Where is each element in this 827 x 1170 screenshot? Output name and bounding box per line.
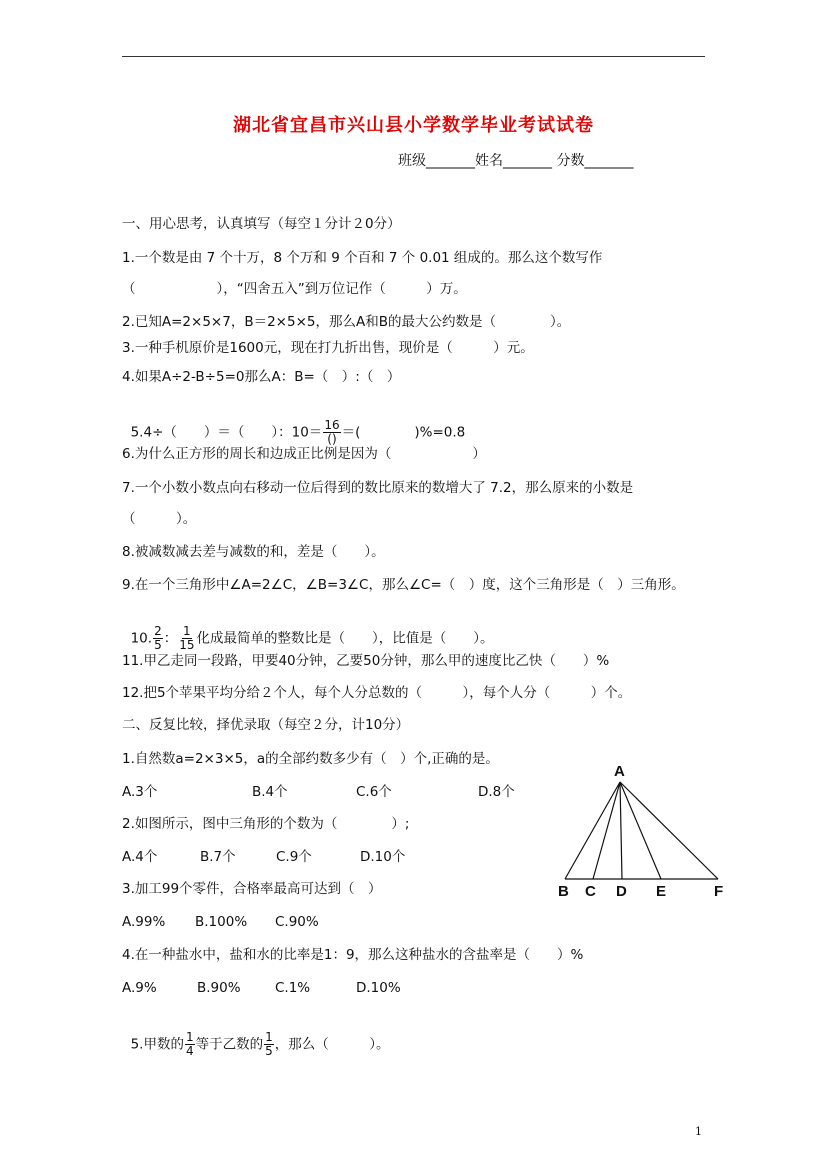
question-10 <box>122 607 494 652</box>
option-c: C.6个 <box>356 784 392 800</box>
question-10-text: 化成最简单的整数比是（ ），比值是（ ）。 <box>196 630 494 647</box>
segment-ae <box>620 782 661 879</box>
question-5-text-b: ，那么（ ）。 <box>274 1036 390 1053</box>
question-3: 3.一种手机原价是1600元，现在打九折出售，现价是（ ）元。 <box>122 340 534 356</box>
student-info-line: 班级_______姓名_______ 分数_______ <box>398 153 634 169</box>
fraction-1-4 <box>185 1031 195 1058</box>
fraction-numerator: 1 <box>185 1030 194 1044</box>
fraction-denominator: 5 <box>154 638 162 652</box>
segment-ad <box>620 782 622 879</box>
option-a: A.99% <box>122 914 166 930</box>
question-1-line-1: 1.一个数是由 7 个十万，8 个万和 9 个百和 7 个 0.01 组成的。那么这个数写作 <box>122 250 603 266</box>
question-11: 11.甲乙走同一段路，甲要40分钟，乙要50分钟，那么甲的速度比乙快（ ）% <box>122 653 610 669</box>
section-2-heading: 二、反复比较，择优录取（每空２分，计10分） <box>122 717 410 733</box>
option-c: C.9个 <box>276 849 312 865</box>
question-8: 8.被减数减去差与减数的和，差是（ ）。 <box>122 544 385 560</box>
section-2-question-1: 1.自然数a=2×3×5，a的全部约数多少有（ ）个,正确的是。 <box>122 751 499 767</box>
label-a: A <box>614 763 625 780</box>
option-b: B.4个 <box>252 784 288 800</box>
fraction-2-5 <box>153 625 163 652</box>
section-2-question-5 <box>122 1013 390 1058</box>
label-b: B <box>558 883 569 900</box>
fraction-1-15 <box>178 625 195 652</box>
label-e: E <box>656 883 667 900</box>
label-c: C <box>585 883 596 900</box>
header-rule <box>122 56 705 57</box>
fraction-denominator: 5 <box>265 1044 273 1058</box>
fraction-numerator: 1 <box>183 624 191 638</box>
fraction-denominator: 4 <box>185 1044 194 1058</box>
ratio-colon: ： <box>163 630 178 647</box>
question-5-text-mid: 等于乙数的 <box>195 1036 264 1053</box>
question-5-text-a: 5.甲数的 <box>130 1036 184 1053</box>
page-number: 1 <box>695 1125 702 1138</box>
segment-af <box>620 782 718 879</box>
option-a: A.9% <box>122 980 157 996</box>
option-c: C.1% <box>275 980 311 996</box>
fraction-numerator: 2 <box>154 624 162 638</box>
option-c: C.90% <box>275 914 319 930</box>
option-d: D.10% <box>356 980 401 996</box>
question-1-line-2: （ ），“四舍五入”到万位记作（ ）万。 <box>122 281 467 297</box>
fraction-numerator: 16 <box>324 418 340 432</box>
option-d: D.10个 <box>360 849 406 865</box>
segment-ab <box>565 782 620 879</box>
section-2-question-2: 2.如图所示，图中三角形的个数为（ ）; <box>122 816 410 832</box>
section-2-question-4: 4.在一种盐水中，盐和水的比率是1：9，那么这种盐水的含盐率是（ ）% <box>122 947 584 963</box>
option-a: A.4个 <box>122 849 158 865</box>
fraction-denominator: () <box>327 432 337 446</box>
label-f: F <box>714 883 724 900</box>
option-b: B.100% <box>195 914 248 930</box>
fraction-numerator: 1 <box>265 1030 273 1044</box>
option-a: A.3个 <box>122 784 158 800</box>
question-2: 2.已知A=2×5×7，B＝2×5×5，那么A和B的最大公约数是（ ）。 <box>122 314 571 330</box>
fraction-16 <box>323 419 340 446</box>
segment-ac <box>593 782 620 879</box>
question-5-text-a: 5.4÷（ ）＝（ ）：10＝ <box>130 424 323 441</box>
question-5-text-b: ＝( )%=0.8 <box>341 424 466 441</box>
question-9: 9.在一个三角形中∠A=2∠C，∠B=3∠C，那么∠C=（ ）度，这个三角形是（ ）三角形。 <box>122 577 685 593</box>
triangle-figure <box>552 758 732 903</box>
section-2-question-3: 3.加工99个零件，合格率最高可达到（ ） <box>122 881 382 897</box>
question-5 <box>122 401 465 446</box>
option-d: D.8个 <box>478 784 515 800</box>
section-1-heading: 一、用心思考，认真填写（每空１分计２0分） <box>122 216 401 232</box>
question-7-line-1: 7.一个小数小数点向右移动一位后得到的数比原来的数增大了 7.2，那么原来的小数是 <box>122 480 634 496</box>
label-d: D <box>616 883 627 900</box>
question-7-line-2: （ ）。 <box>122 511 197 527</box>
option-b: B.90% <box>197 980 241 996</box>
option-b: B.7个 <box>200 849 236 865</box>
fraction-denominator: 15 <box>179 638 195 652</box>
question-10-number: 10. <box>130 630 153 647</box>
question-6: 6.为什么正方形的周长和边成正比例是因为（ ） <box>122 446 486 462</box>
page-title: 湖北省宜昌市兴山县小学数学毕业考试试卷 <box>233 115 594 136</box>
question-12: 12.把5个苹果平均分给２个人，每个人分总数的（ ），每个人分（ ）个。 <box>122 685 632 701</box>
question-4: 4.如果A÷2-B÷5=0那么A：B=（ ）:（ ） <box>122 369 401 385</box>
fraction-1-5 <box>264 1031 274 1058</box>
